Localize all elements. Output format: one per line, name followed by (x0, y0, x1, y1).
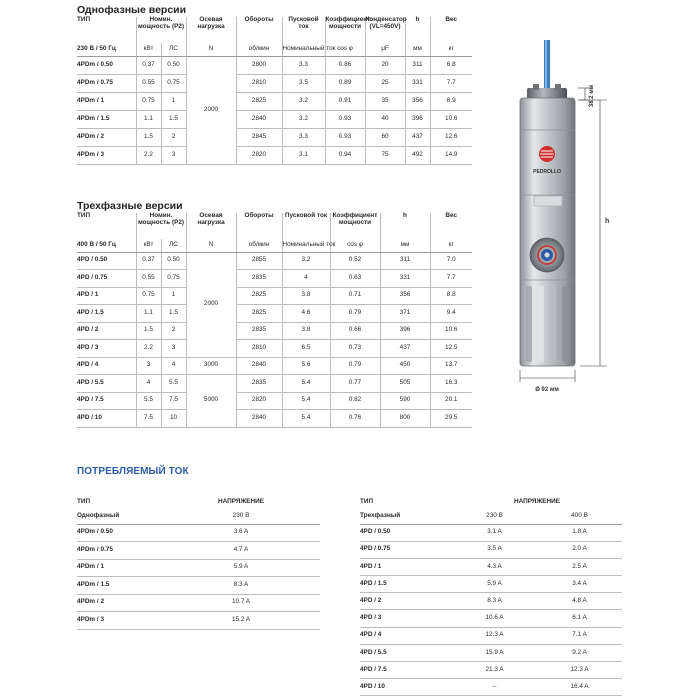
table-row (360, 679, 622, 696)
brand-name: PEDROLLO (533, 169, 561, 175)
row-h: 492 (405, 146, 430, 164)
row-type: 4PD / 0.50 (77, 252, 136, 270)
cur-voltage-230: 230 В (162, 510, 320, 524)
row-weight: 20.1 (430, 392, 472, 410)
row-cos: 0.93 (325, 110, 365, 128)
table-row (77, 252, 472, 270)
row-hp: 1 (161, 287, 186, 305)
row-type: 4PDm / 1 (77, 559, 162, 577)
bolt (533, 84, 539, 90)
three-current-table (360, 494, 622, 696)
unit-hp: ЛС (161, 43, 186, 56)
row-h: 437 (405, 128, 430, 146)
dim-top-label: 38.2 мм (589, 84, 595, 108)
row-rpm: 2835 (236, 270, 282, 288)
row-current-400: 9.2 A (537, 644, 622, 661)
row-cap: 20 (365, 56, 405, 74)
row-rpm: 2810 (236, 340, 282, 358)
row-start: 3.2 (282, 110, 325, 128)
row-current-230: 5.9 A (452, 576, 537, 593)
table-row (77, 375, 472, 393)
row-hp: 0.50 (161, 252, 186, 270)
row-current-400: 1.8 A (537, 524, 622, 541)
row-rpm: 2840 (236, 110, 282, 128)
cur-phase-label: Однофазный (77, 510, 162, 524)
pump-drawing (500, 40, 700, 420)
table-row (77, 146, 472, 164)
cur-voltage-header: НАПРЯЖЕНИЕ (218, 497, 264, 505)
row-rpm: 2845 (236, 128, 282, 146)
row-h: 590 (380, 392, 430, 410)
row-cap: 25 (365, 74, 405, 92)
row-rpm: 2825 (236, 305, 282, 323)
row-type: 4PD / 1 (360, 558, 452, 575)
row-hp: 1.5 (161, 110, 186, 128)
row-type: 4PD / 10 (360, 679, 452, 696)
row-type: 4PDm / 1.5 (77, 577, 162, 595)
row-type: 4PD / 10 (77, 410, 136, 428)
row-cos: 0.91 (325, 92, 365, 110)
table-row (360, 593, 622, 610)
row-rpm: 2835 (236, 375, 282, 393)
unit-cap: μF (365, 43, 405, 56)
row-type: 4PDm / 3 (77, 146, 136, 164)
row-kw: 5.5 (136, 392, 161, 410)
row-current-230: 8.3 A (452, 593, 537, 610)
row-weight: 14.9 (430, 146, 472, 164)
row-h: 331 (380, 270, 430, 288)
row-current-230: 21.3 A (452, 662, 537, 679)
cur-voltage-400: 400 В (537, 510, 622, 524)
row-type: 4PDm / 2 (77, 594, 162, 612)
table-row (360, 524, 622, 541)
header-start-current: Пусковой ток (282, 213, 330, 239)
row-h: 437 (380, 340, 430, 358)
row-kw: 7.5 (136, 410, 161, 428)
table-row (77, 340, 472, 358)
row-start: 5.4 (282, 375, 330, 393)
unit-type: 230 В / 50 Гц (77, 43, 136, 56)
row-weight: 7.7 (430, 74, 472, 92)
row-kw: 2.2 (136, 146, 161, 164)
row-kw: 0.55 (136, 270, 161, 288)
row-kw: 0.37 (136, 252, 161, 270)
unit-weight: кг (430, 239, 472, 252)
row-type: 4PD / 5.5 (360, 644, 452, 661)
row-current: 5.9 A (162, 559, 320, 577)
table-row (77, 392, 472, 410)
unit-hp: ЛС (161, 239, 186, 252)
row-cap: 75 (365, 146, 405, 164)
row-kw: 2.2 (136, 340, 161, 358)
table-row (77, 287, 472, 305)
row-current-230: 12.3 A (452, 627, 537, 644)
row-cos: 0.89 (325, 74, 365, 92)
row-kw: 0.75 (136, 287, 161, 305)
row-type: 4PD / 1 (77, 287, 136, 305)
row-type: 4PD / 7.5 (360, 662, 452, 679)
row-start: 4.6 (282, 305, 330, 323)
row-weight: 7.7 (430, 270, 472, 288)
row-type: 4PD / 7.5 (77, 392, 136, 410)
row-type: 4PD / 4 (77, 357, 136, 375)
cur-voltage-header: НАПРЯЖЕНИЕ (514, 497, 560, 505)
three-phase-table (77, 213, 472, 428)
row-weight: 6.8 (430, 56, 472, 74)
pump-illustration (500, 40, 700, 420)
unit-h: мм (380, 239, 430, 252)
row-cos: 0.71 (330, 287, 380, 305)
row-cap: 40 (365, 110, 405, 128)
row-hp: 1 (161, 92, 186, 110)
row-type: 4PDm / 1.5 (77, 110, 136, 128)
row-weight: 10.6 (430, 110, 472, 128)
dim-diameter-label: Ø 92 мм (535, 387, 559, 393)
axial-value: 2000 (186, 56, 236, 164)
single-phase-title: Однофазные версии (77, 4, 187, 16)
row-type: 4PD / 2 (360, 593, 452, 610)
row-type: 4PD / 1.5 (360, 576, 452, 593)
row-kw: 4 (136, 375, 161, 393)
row-hp: 5.5 (161, 375, 186, 393)
row-start: 3.3 (282, 128, 325, 146)
row-weight: 10.6 (430, 322, 472, 340)
row-h: 356 (380, 287, 430, 305)
row-rpm: 2825 (236, 92, 282, 110)
row-rpm: 2840 (236, 357, 282, 375)
table-row (77, 559, 320, 577)
row-cos: 0.94 (325, 146, 365, 164)
row-rpm: 2825 (236, 287, 282, 305)
header-type: ТИП (77, 17, 136, 43)
row-type: 4PD / 4 (360, 627, 452, 644)
unit-cos: cos φ (330, 239, 380, 252)
header-axial: Осевая нагрузка (186, 213, 236, 239)
row-cos: 0.77 (330, 375, 380, 393)
row-cos: 0.52 (330, 252, 380, 270)
cable-highlight (545, 40, 547, 88)
row-current-400: 7.1 A (537, 627, 622, 644)
row-current: 15.2 A (162, 612, 320, 630)
row-hp: 4 (161, 357, 186, 375)
row-current-400: 4.8 A (537, 593, 622, 610)
row-type: 4PD / 0.75 (77, 270, 136, 288)
row-cos: 0.76 (330, 410, 380, 428)
unit-h: мм (405, 43, 430, 56)
row-start: 5.4 (282, 392, 330, 410)
header-cos: Коэффициент мощности (325, 17, 365, 43)
row-current-230: 10.6 A (452, 610, 537, 627)
row-hp: 0.75 (161, 74, 186, 92)
row-cos: 0.86 (325, 56, 365, 74)
header-start-current: Пусковой ток (282, 17, 325, 43)
unit-axial: N (186, 43, 236, 56)
row-weight: 12.5 (430, 340, 472, 358)
row-start: 6.5 (282, 340, 330, 358)
header-h: h (380, 213, 430, 239)
header-rpm: Обороты (236, 17, 282, 43)
table-row (77, 110, 472, 128)
row-hp: 10 (161, 410, 186, 428)
table-row (77, 74, 472, 92)
cur-voltage-230: 230 В (452, 510, 537, 524)
row-weight: 7.0 (430, 252, 472, 270)
row-h: 331 (405, 74, 430, 92)
table-row (360, 627, 622, 644)
row-hp: 2 (161, 128, 186, 146)
row-start: 3.5 (282, 74, 325, 92)
row-rpm: 2855 (236, 252, 282, 270)
row-kw: 0.37 (136, 56, 161, 74)
axial-value: 5000 (186, 375, 236, 428)
row-cos: 0.93 (325, 128, 365, 146)
row-current-400: 16.4 A (537, 679, 622, 696)
row-h: 311 (380, 252, 430, 270)
dim-h-label: h (605, 218, 610, 225)
row-weight: 8.8 (430, 287, 472, 305)
table-row (360, 644, 622, 661)
unit-type: 400 В / 50 Гц (77, 239, 136, 252)
row-current-230: – (452, 679, 537, 696)
table-row (77, 357, 472, 375)
row-type: 4PDm / 3 (77, 612, 162, 630)
header-power: Номин. мощность (P2) (136, 213, 186, 239)
unit-rpm: об/мин (236, 43, 282, 56)
unit-rpm: об/мин (236, 239, 282, 252)
table-row (77, 305, 472, 323)
header-power: Номин. мощность (P2) (136, 17, 186, 43)
table-row (77, 524, 320, 542)
row-hp: 3 (161, 340, 186, 358)
row-kw: 1.5 (136, 128, 161, 146)
row-h: 371 (380, 305, 430, 323)
table-row (77, 56, 472, 74)
header-cos: Коэффициент мощности (330, 213, 380, 239)
unit-start: Номинальный ток (282, 239, 330, 252)
row-current: 3.6 A (162, 524, 320, 542)
table-row (360, 576, 622, 593)
row-type: 4PDm / 0.75 (77, 74, 136, 92)
table-row (360, 662, 622, 679)
row-cap: 35 (365, 92, 405, 110)
row-type: 4PD / 5.5 (77, 375, 136, 393)
row-rpm: 2820 (236, 392, 282, 410)
row-kw: 1.1 (136, 305, 161, 323)
row-start: 5.4 (282, 410, 330, 428)
row-current-230: 4.3 A (452, 558, 537, 575)
header-capacitor: Конденсатор (VL=450V) (365, 17, 405, 43)
row-h: 800 (380, 410, 430, 428)
table-row (77, 577, 320, 595)
row-current-400: 6.1 A (537, 610, 622, 627)
table-row (77, 92, 472, 110)
unit-cos: cos φ (325, 43, 365, 56)
unit-kw: кВт (136, 43, 161, 56)
row-cos: 0.79 (330, 305, 380, 323)
table-row (360, 541, 622, 558)
row-h: 396 (405, 110, 430, 128)
table-row (360, 610, 622, 627)
row-type: 4PD / 3 (77, 340, 136, 358)
row-cos: 0.82 (330, 392, 380, 410)
cur-phase-label: Трехфазный (360, 510, 452, 524)
row-current-400: 12.3 A (537, 662, 622, 679)
header-weight: Вес (445, 16, 458, 23)
row-cos: 0.63 (330, 270, 380, 288)
row-rpm: 2800 (236, 56, 282, 74)
row-weight: 8.9 (430, 92, 472, 110)
table-row (77, 542, 320, 560)
header-rpm: Обороты (236, 213, 282, 239)
table-row (77, 322, 472, 340)
current-title: ПОТРЕБЛЯЕМЫЙ ТОК (77, 466, 189, 477)
row-kw: 1.1 (136, 110, 161, 128)
row-cap: 60 (365, 128, 405, 146)
row-start: 5.6 (282, 357, 330, 375)
bolt (555, 84, 561, 90)
row-type: 4PD / 3 (360, 610, 452, 627)
row-h: 311 (405, 56, 430, 74)
row-current-400: 2.5 A (537, 558, 622, 575)
row-type: 4PD / 2 (77, 322, 136, 340)
row-cos: 0.66 (330, 322, 380, 340)
row-type: 4PDm / 2 (77, 128, 136, 146)
cur-type-header: ТИП (360, 497, 374, 505)
table-row (360, 558, 622, 575)
row-weight: 13.7 (430, 357, 472, 375)
table-row (77, 270, 472, 288)
row-kw: 3 (136, 357, 161, 375)
row-start: 4 (282, 270, 330, 288)
row-start: 3.3 (282, 56, 325, 74)
row-current-230: 3.5 A (452, 541, 537, 558)
row-weight: 16.3 (430, 375, 472, 393)
row-hp: 0.50 (161, 56, 186, 74)
row-kw: 1.5 (136, 322, 161, 340)
row-cos: 0.73 (330, 340, 380, 358)
row-kw: 0.55 (136, 74, 161, 92)
row-weight: 29.5 (430, 410, 472, 428)
row-type: 4PDm / 0.50 (77, 524, 162, 542)
row-type: 4PDm / 1 (77, 92, 136, 110)
row-start: 3.8 (282, 287, 330, 305)
row-h: 505 (380, 375, 430, 393)
row-type: 4PD / 0.75 (360, 541, 452, 558)
row-type: 4PD / 1.5 (77, 305, 136, 323)
header-h: h (405, 17, 430, 43)
row-h: 396 (380, 322, 430, 340)
row-h: 450 (380, 357, 430, 375)
three-phase-title: Трехфазные версии (77, 200, 183, 212)
row-type: 4PD / 0.50 (360, 524, 452, 541)
row-start: 3.1 (282, 146, 325, 164)
unit-axial: N (186, 239, 236, 252)
row-weight: 9.4 (430, 305, 472, 323)
row-rpm: 2835 (236, 322, 282, 340)
row-current-400: 2.0 A (537, 541, 622, 558)
row-current: 8.3 A (162, 577, 320, 595)
table-row (77, 410, 472, 428)
header-axial: Осевая нагрузка (186, 17, 236, 43)
row-kw: 0.75 (136, 92, 161, 110)
unit-kw: кВт (136, 239, 161, 252)
unit-start: Номинальный ток (282, 43, 325, 56)
row-hp: 3 (161, 146, 186, 164)
row-type: 4PDm / 0.75 (77, 542, 162, 560)
label-plate (534, 196, 562, 206)
row-rpm: 2810 (236, 74, 282, 92)
axial-value: 2000 (186, 252, 236, 357)
table-row (77, 612, 320, 630)
row-start: 3.2 (282, 92, 325, 110)
row-current: 4.7 A (162, 542, 320, 560)
row-current-230: 15.9 A (452, 644, 537, 661)
row-current: 10.7 A (162, 594, 320, 612)
row-current-400: 3.4 A (537, 576, 622, 593)
header-type: ТИП (77, 213, 136, 239)
row-rpm: 2820 (236, 146, 282, 164)
row-weight: 12.6 (430, 128, 472, 146)
header-weight: Вес (445, 212, 458, 219)
row-hp: 1.5 (161, 305, 186, 323)
row-current-230: 3.1 A (452, 524, 537, 541)
row-start: 3.2 (282, 252, 330, 270)
table-row (77, 128, 472, 146)
row-hp: 2 (161, 322, 186, 340)
single-phase-table (77, 17, 472, 165)
row-type: 4PDm / 0.50 (77, 56, 136, 74)
axial-value: 3000 (186, 357, 236, 375)
cur-type-header: ТИП (77, 497, 91, 505)
row-start: 3.8 (282, 322, 330, 340)
single-current-table (77, 494, 320, 630)
row-cos: 0.79 (330, 357, 380, 375)
row-h: 356 (405, 92, 430, 110)
row-rpm: 2840 (236, 410, 282, 428)
unit-weight: кг (430, 43, 472, 56)
row-hp: 0.75 (161, 270, 186, 288)
table-row (77, 594, 320, 612)
row-hp: 7.5 (161, 392, 186, 410)
